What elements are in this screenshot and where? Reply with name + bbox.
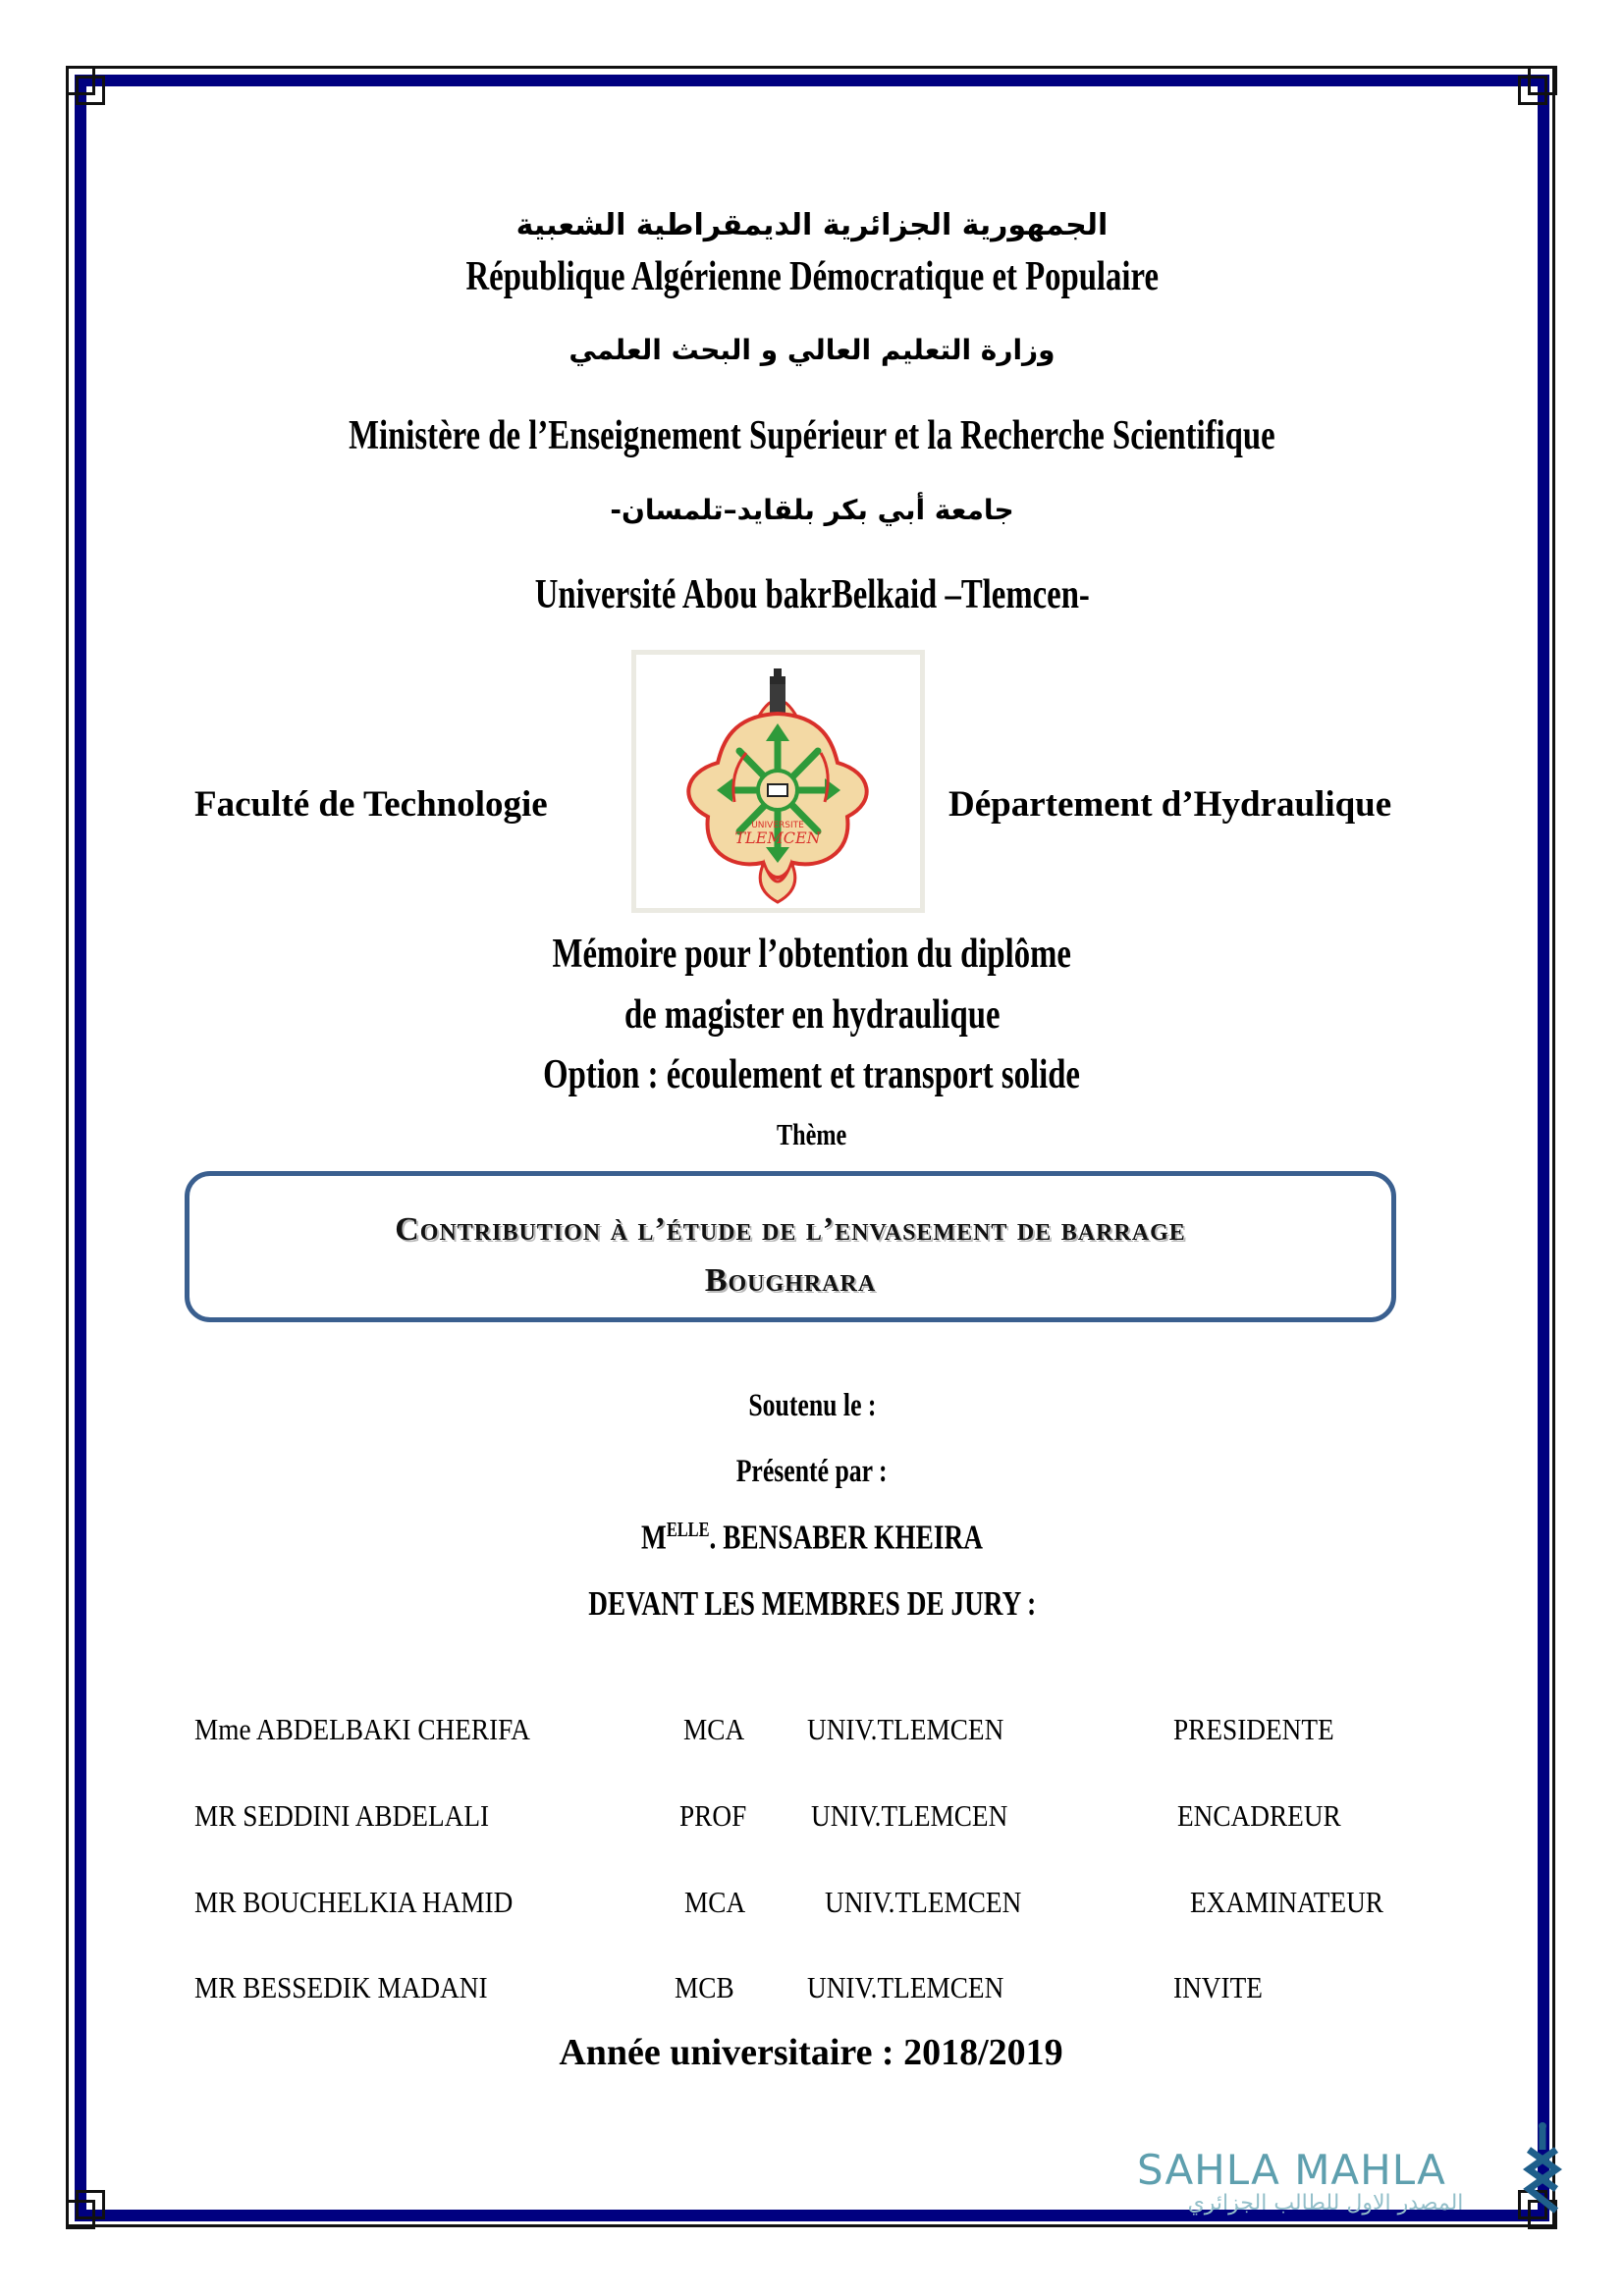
border-corner-ornament xyxy=(76,76,105,105)
jury-role: PRESIDENTE xyxy=(1173,1712,1334,1746)
candidate-full-name: . BENSABER KHEIRA xyxy=(709,1518,983,1557)
header-university xyxy=(0,571,1624,618)
jury-grade: MCA xyxy=(683,1712,745,1746)
jury-institution: UNIV.TLEMCEN xyxy=(825,1885,1022,1919)
header-ministry xyxy=(0,412,1624,459)
jury-heading-text: DEVANT LES MEMBRES DE JURY : xyxy=(588,1584,1036,1623)
theme-title-line-2: Boughrara xyxy=(704,1262,877,1299)
university-logo xyxy=(631,650,925,913)
watermark-subtitle: المصدر الاول للطالب الجزائري xyxy=(1187,2191,1464,2216)
border-corner-ornament xyxy=(76,2190,105,2219)
watermark-calligraphy-logo-icon xyxy=(1507,2120,1578,2218)
border-corner-ornament xyxy=(1518,76,1547,105)
memoire-line-1 xyxy=(0,931,1624,978)
header-arabic-republic: الجمهورية الجزائرية الديمقراطية الشعبية xyxy=(515,208,1109,242)
header-ministry-text: Ministère de l’Enseignement Supérieur et la Recherche Scientifique xyxy=(349,413,1275,458)
header-republic-text: République Algérienne Démocratique et Populaire xyxy=(465,254,1159,299)
jury-role: ENCADREUR xyxy=(1177,1798,1341,1833)
jury-name: MR SEDDINI ABDELALI xyxy=(194,1798,490,1833)
candidate-name xyxy=(0,1518,1624,1558)
candidate-title: M xyxy=(641,1518,667,1557)
university-logo-emblem-icon xyxy=(636,655,920,908)
header-university-text: Université Abou bakrBelkaid –Tlemcen- xyxy=(534,572,1090,617)
defense-date-label xyxy=(0,1388,1624,1424)
memoire-line-1-text: Mémoire pour l’obtention du diplôme xyxy=(552,932,1072,977)
watermark-title: SAHLA MAHLA xyxy=(1137,2146,1446,2194)
candidate-name-text xyxy=(641,1518,983,1558)
theme-label-text: Thème xyxy=(777,1117,847,1151)
theme-title-line-1: Contribution à l’étude de l’envasement de barrage xyxy=(395,1211,1186,1248)
department-label: Département d’Hydraulique xyxy=(948,784,1392,825)
faculty-label: Faculté de Technologie xyxy=(194,784,548,825)
memoire-line-2 xyxy=(0,991,1624,1039)
jury-grade: PROF xyxy=(679,1798,747,1833)
theme-label xyxy=(0,1117,1624,1152)
jury-grade: MCA xyxy=(684,1885,746,1919)
memoire-option xyxy=(0,1051,1624,1098)
memoire-option-text: Option : écoulement et transport solide xyxy=(543,1052,1081,1097)
jury-institution: UNIV.TLEMCEN xyxy=(807,1970,1004,2004)
header-arabic-university: جامعة أبي بكر بلقايد–تلمسان- xyxy=(610,494,1014,526)
candidate-title-sup: ELLE xyxy=(666,1518,710,1541)
jury-name: Mme ABDELBAKI CHERIFA xyxy=(194,1712,531,1746)
jury-role: INVITE xyxy=(1173,1970,1263,2004)
jury-name: MR BOUCHELKIA HAMID xyxy=(194,1885,514,1919)
jury-name: MR BESSEDIK MADANI xyxy=(194,1970,488,2004)
jury-role: EXAMINATEUR xyxy=(1190,1885,1384,1919)
jury-institution: UNIV.TLEMCEN xyxy=(807,1712,1004,1746)
svg-text:TLEMCEN: TLEMCEN xyxy=(734,828,821,847)
defense-date-text: Soutenu le : xyxy=(747,1388,877,1423)
jury-grade: MCB xyxy=(675,1970,734,2004)
memoire-line-2-text: de magister en hydraulique xyxy=(623,992,1001,1038)
jury-institution: UNIV.TLEMCEN xyxy=(811,1798,1008,1833)
header-republic xyxy=(0,253,1624,300)
presented-by-label xyxy=(0,1454,1624,1490)
academic-year: Année universitaire : 2018/2019 xyxy=(559,2032,1063,2073)
theme-title-box xyxy=(185,1171,1396,1322)
jury-heading xyxy=(0,1584,1624,1624)
header-arabic-ministry: وزارة التعليم العالي و البحث العلمي xyxy=(568,334,1056,366)
presented-by-text: Présenté par : xyxy=(736,1454,888,1489)
svg-text:UNIVERSITE: UNIVERSITE xyxy=(751,821,804,830)
